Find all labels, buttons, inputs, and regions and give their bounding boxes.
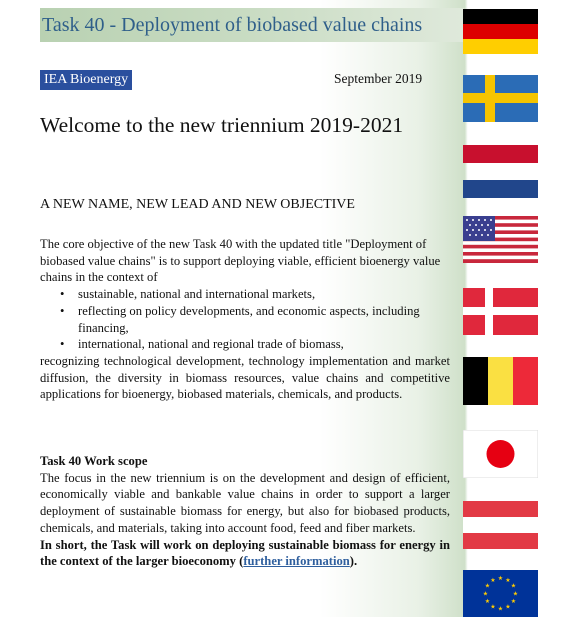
svg-text:★: ★ xyxy=(510,598,517,605)
objective-bullets xyxy=(40,286,450,353)
svg-text:★: ★ xyxy=(505,603,511,611)
scope-heading: Task 40 Work scope xyxy=(40,454,148,468)
objective-text xyxy=(40,236,450,403)
work-scope xyxy=(40,453,450,570)
bullet-item: • reflecting on policy developments, and economic aspects, including financing, xyxy=(78,303,450,336)
denmark-flag-icon xyxy=(463,288,538,335)
welcome-heading: Welcome to the new triennium 2019-2021 xyxy=(40,113,404,137)
austria-flag-icon xyxy=(463,501,538,549)
svg-text:★: ★ xyxy=(490,577,496,584)
section-heading: A NEW NAME, NEW LEAD AND NEW OBJECTIVE xyxy=(40,197,355,212)
svg-text:★: ★ xyxy=(510,582,517,590)
scope-text: The focus in the new triennium is on the development and design of efficient, economically viable and bankable value chains in order to support a larger deployment of sustainable biomass for energy, but also for biobased products, chemicals, and materials, taking into account food, feed and fiber markets. xyxy=(40,470,450,535)
bullet-item: • international, national and regional trade of biomass, xyxy=(78,336,450,353)
flags-column xyxy=(463,0,538,617)
svg-text:★: ★ xyxy=(490,603,496,611)
svg-text:★: ★ xyxy=(512,590,519,598)
sweden-flag-icon xyxy=(463,75,538,122)
netherlands-flag-icon xyxy=(463,180,538,198)
japan-flag-icon xyxy=(463,430,538,478)
scope-summary-text: In short, the Task will work on deploying sustainable biomass for energy in the context of the larger bioeconomy ( xyxy=(40,537,450,569)
austria-flag-icon xyxy=(463,145,538,163)
belgium-flag-icon xyxy=(463,357,538,405)
svg-text:★: ★ xyxy=(484,582,491,590)
objective-outro: recognizing technological development, technology implementation and market diffusion, the diversity in biomass resources, value chains and competitive applications for bioenergy, biobased materials, chemicals, and products. xyxy=(40,353,450,402)
bullet-item: • sustainable, national and international markets, xyxy=(78,286,450,303)
scope-summary xyxy=(40,537,450,570)
svg-text:★: ★ xyxy=(505,577,511,584)
svg-text:★: ★ xyxy=(482,590,489,598)
issue-date: September 2019 xyxy=(334,71,423,86)
svg-text:★: ★ xyxy=(497,575,504,582)
scope-summary-end: ). xyxy=(349,554,358,569)
org-badge: IEA Bioenergy xyxy=(40,70,132,90)
header-title: Task 40 - Deployment of biobased value chains xyxy=(40,8,464,42)
objective-intro: The core objective of the new Task 40 with the updated title "Deployment of biobased value chains" is to support deploying viable, efficient bioenergy value chains in the context of xyxy=(40,237,441,285)
usa-flag-icon xyxy=(463,216,538,263)
svg-text:★: ★ xyxy=(484,598,491,605)
eu-flag-icon xyxy=(463,570,538,617)
further-information-link[interactable]: further information xyxy=(243,554,350,569)
svg-text:★: ★ xyxy=(497,605,504,613)
germany-flag-icon xyxy=(463,9,538,54)
